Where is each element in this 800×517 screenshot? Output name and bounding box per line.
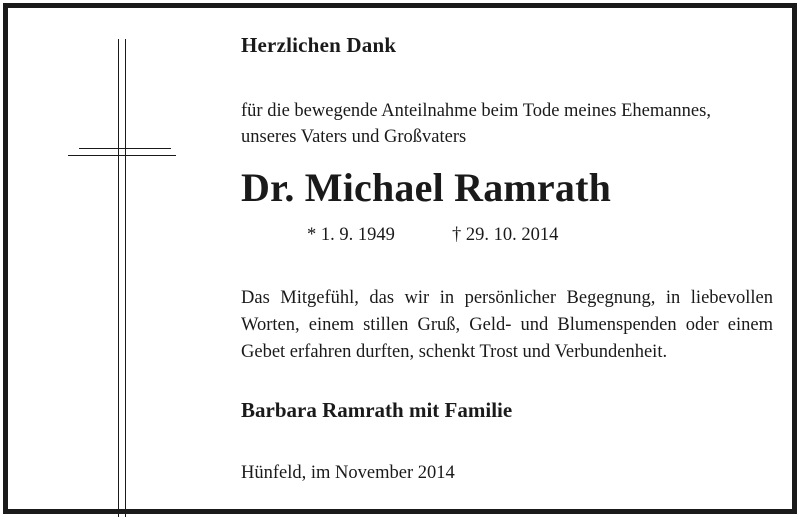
birth-date: * 1. 9. 1949	[307, 225, 395, 245]
family-signature: Barbara Ramrath mit Familie	[241, 398, 513, 422]
intro-line-1: für die bewegende Anteilnahme beim Tode meines Ehemannes,	[241, 101, 711, 121]
deceased-name: Dr. Michael Ramrath	[241, 165, 612, 210]
intro-text	[241, 98, 773, 150]
place-and-date: Hünfeld, im November 2014	[241, 463, 455, 483]
intro-line-2: unseres Vaters und Großvaters	[241, 127, 467, 147]
obituary-notice-frame	[3, 3, 797, 514]
condolence-message: Das Mitgefühl, das wir in persönlicher Begegnung, in liebevollen Worten, einem stillen Gruß, Geld- und Blumenspenden oder einem Gebet erfahren durften, schenkt Trost und Verbundenheit.	[241, 288, 773, 362]
thanks-heading: Herzlichen Dank	[241, 33, 397, 57]
cross-icon	[68, 39, 176, 517]
death-date: † 29. 10. 2014	[452, 225, 559, 245]
